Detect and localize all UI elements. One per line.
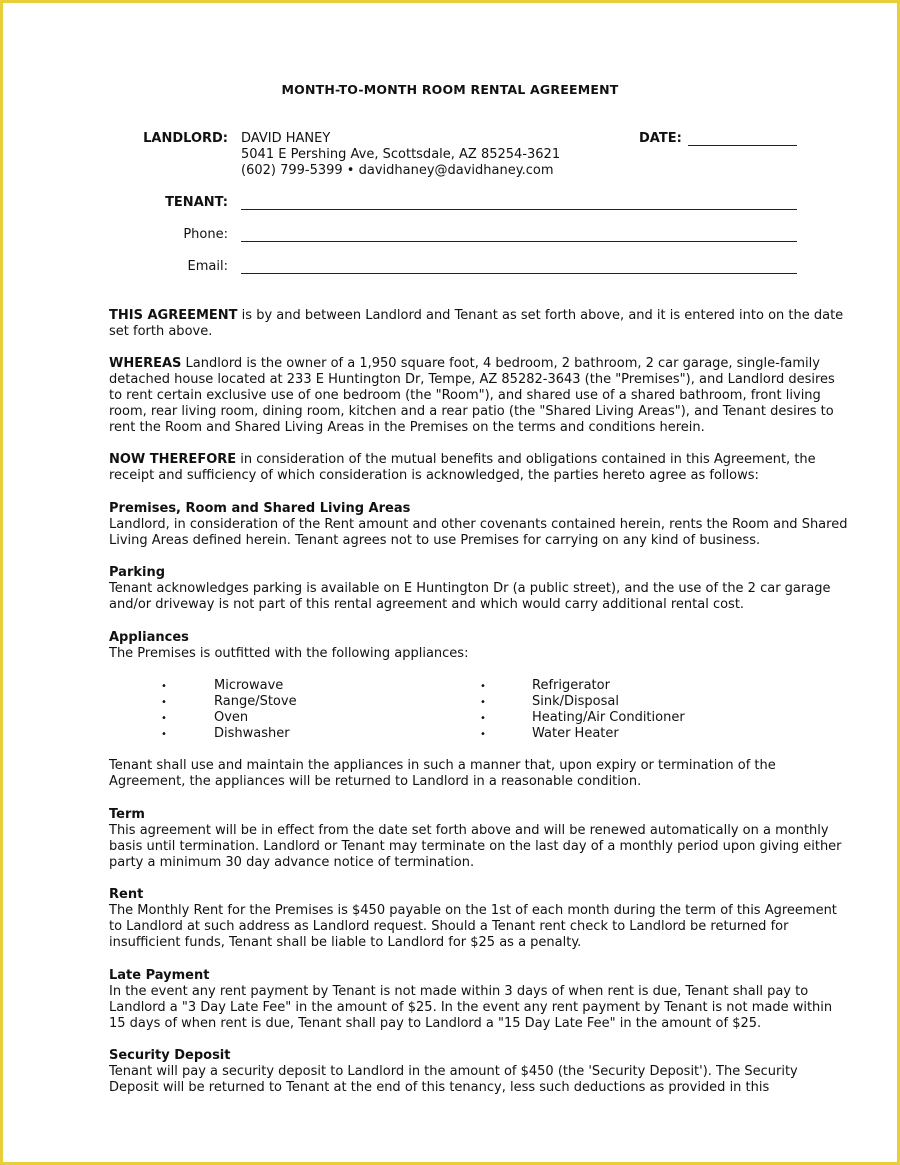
rent-text: The Monthly Rent for the Premises is $450 payable on the 1st of each month during the term of this Agreement to Landlord at such address as Landlord request. Should a Tenant rent check to Landlord be returned for insufficient funds, Tenant shall be liable to Landlord for $25 as a penalty. bbox=[109, 903, 837, 951]
parking-text: Tenant acknowledges parking is available on E Huntington Dr (a public street), and the use of the 2 car garage and/or driveway is not part of this rental agreement and which would carry additional rental cost. bbox=[109, 581, 831, 613]
date-label: DATE: bbox=[639, 131, 682, 146]
appliance-item: Water Heater bbox=[532, 726, 619, 741]
term-heading: Term bbox=[109, 807, 145, 822]
landlord-contact: (602) 799-5399 • davidhaney@davidhaney.com bbox=[241, 163, 554, 178]
bullet-icon: • bbox=[480, 713, 486, 724]
rent-heading: Rent bbox=[109, 887, 144, 902]
appliance-item: Range/Stove bbox=[214, 694, 297, 709]
phone-field[interactable] bbox=[241, 241, 797, 242]
term-section bbox=[109, 807, 849, 871]
appliance-item: Sink/Disposal bbox=[532, 694, 619, 709]
appliances-text: The Premises is outfitted with the following appliances: bbox=[109, 646, 469, 662]
now-therefore-lead: NOW THEREFORE bbox=[109, 452, 237, 467]
date-field[interactable] bbox=[688, 145, 797, 146]
email-field[interactable] bbox=[241, 273, 797, 274]
bullet-icon: • bbox=[161, 713, 167, 724]
term-text: This agreement will be in effect from the date set forth above and will be renewed automatically on a monthly basis until termination. Landlord or Tenant may terminate on the last day of a monthly period upon giving either party a minimum 30 day advance notice of termination. bbox=[109, 823, 842, 871]
agreement-lead: THIS AGREEMENT bbox=[109, 308, 238, 323]
landlord-label: LANDLORD: bbox=[143, 131, 228, 146]
appliances-after-paragraph: Tenant shall use and maintain the appliances in such a manner that, upon expiry or termination of the Agreement, the appliances will be returned to Landlord in a reasonable condition. bbox=[109, 758, 776, 790]
appliances-section bbox=[109, 630, 849, 662]
parking-heading: Parking bbox=[109, 565, 166, 580]
security-deposit-section bbox=[109, 1048, 849, 1096]
tenant-label: TENANT: bbox=[165, 195, 228, 210]
security-deposit-heading: Security Deposit bbox=[109, 1048, 231, 1063]
bullet-icon: • bbox=[480, 681, 486, 692]
landlord-name: DAVID HANEY bbox=[241, 131, 331, 146]
bullet-icon: • bbox=[161, 697, 167, 708]
premises-section bbox=[109, 501, 849, 549]
now-therefore-text: in consideration of the mutual benefits and obligations contained in this Agreement, the receipt and sufficiency of which consideration is acknowledged, the parties hereto agree as follows: bbox=[109, 452, 816, 484]
bullet-icon: • bbox=[161, 681, 167, 692]
appliance-item: Heating/Air Conditioner bbox=[532, 710, 685, 725]
parking-section bbox=[109, 565, 849, 613]
whereas-paragraph bbox=[109, 356, 849, 436]
bullet-icon: • bbox=[480, 729, 486, 740]
late-payment-text: In the event any rent payment by Tenant is not made within 3 days of when rent is due, Tenant shall pay to Landlord a "3 Day Late Fee" in the amount of $25. In the event any rent payment by Tenant is not made within 15 days of when rent is due, Tenant shall pay to Landlord a "15 Day Late Fee" in the amount of $25. bbox=[109, 984, 833, 1032]
appliance-item: Microwave bbox=[214, 678, 284, 693]
premises-heading: Premises, Room and Shared Living Areas bbox=[109, 501, 411, 516]
landlord-address: 5041 E Pershing Ave, Scottsdale, AZ 85254-3621 bbox=[241, 147, 561, 162]
late-payment-heading: Late Payment bbox=[109, 968, 210, 983]
now-therefore-paragraph bbox=[109, 452, 849, 484]
agreement-paragraph bbox=[109, 308, 849, 340]
appliance-item: Refrigerator bbox=[532, 678, 610, 693]
late-payment-section bbox=[109, 968, 849, 1032]
bullet-icon: • bbox=[480, 697, 486, 708]
premises-text: Landlord, in consideration of the Rent amount and other covenants contained herein, rents the Room and Shared Living Areas defined herein. Tenant agrees not to use Premises for carrying on any kind of business. bbox=[109, 517, 848, 549]
email-label: Email: bbox=[187, 259, 228, 274]
appliance-item: Oven bbox=[214, 710, 249, 725]
tenant-field[interactable] bbox=[241, 209, 797, 210]
appliance-item: Dishwasher bbox=[214, 726, 290, 741]
whereas-text: Landlord is the owner of a 1,950 square foot, 4 bedroom, 2 bathroom, 2 car garage, single-family detached house located at 233 E Huntington Dr, Tempe, AZ 85282-3643 (the "Premises"), and Landlord desires to rent certain exclusive use of one bedroom (the "Room"), and shared use of a shared bathroom, front living room, rear living room, dining room, kitchen and a rear patio (the "Shared Living Areas"), and Tenant desires to rent the Room and Shared Living Areas in the Premises on the terms and conditions herein. bbox=[109, 356, 835, 436]
document-title: MONTH-TO-MONTH ROOM RENTAL AGREEMENT bbox=[281, 82, 619, 97]
phone-label: Phone: bbox=[183, 227, 228, 242]
bullet-icon: • bbox=[161, 729, 167, 740]
whereas-lead: WHEREAS bbox=[109, 356, 182, 371]
rent-section bbox=[109, 887, 849, 951]
appliances-heading: Appliances bbox=[109, 630, 189, 645]
security-deposit-text: Tenant will pay a security deposit to Landlord in the amount of $450 (the 'Security Deposit'). The Security Deposit will be returned to Tenant at the end of this tenancy, less such deductions as provided in this bbox=[109, 1064, 798, 1096]
agreement-text: is by and between Landlord and Tenant as set forth above, and it is entered into on the date set forth above. bbox=[109, 308, 844, 340]
